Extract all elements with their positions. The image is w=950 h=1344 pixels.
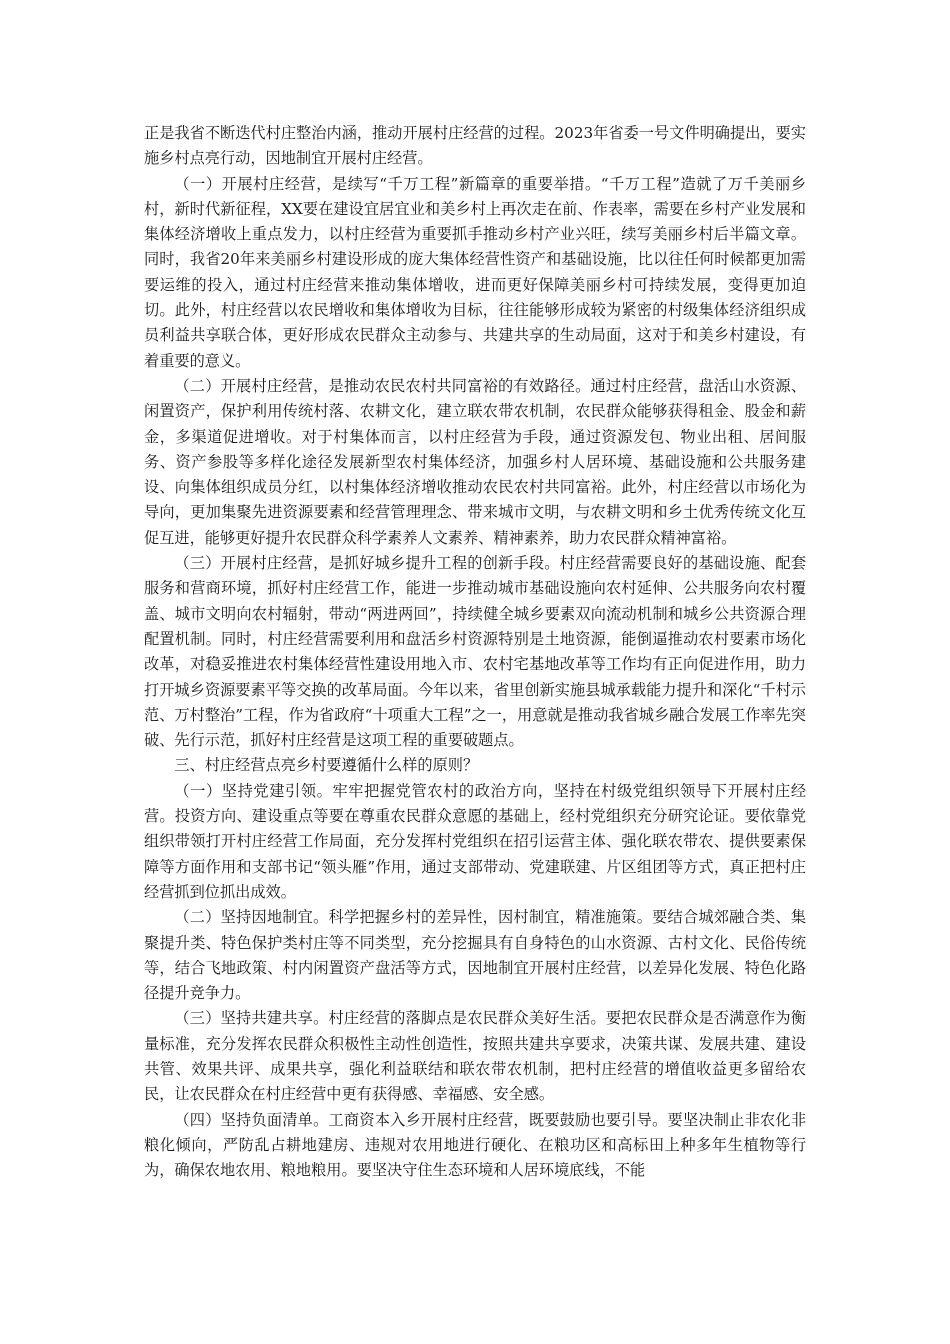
paragraph-continuation: 正是我省不断迭代村庄整治内涵，推动开展村庄经营的过程。2023年省委一号文件明确提出，要实施乡村点亮行动，因地制宜开展村庄经营。: [144, 124, 806, 168]
paragraph-principle-1: （一）坚持党建引领。牢牢把握党管农村的政治方向，坚持在村级党组织领导下开展村庄经营。投资方向、建设重点等要在尊重农民群众意愿的基础上，经村党组织充分研究论证。要依靠党组织带领打开村庄经营工作局面，充分发挥村党组织在招引运营主体、强化联农带农、提供要素保障等方面作用和支部书记“领头雁”作用，通过支部带动、党建联建、片区组团等方式，真正把村庄经营抓到位抓出成效。: [144, 781, 806, 901]
paragraph-section-2: （二）开展村庄经营，是推动农民农村共同富裕的有效路径。通过村庄经营，盘活山水资源、闲置资产，保护利用传统村落、农耕文化，建立联农带农机制，农民群众能够获得租金、股金和薪金，多渠道促进增收。对于村集体而言，以村庄经营为手段，通过资源发包、物业出租、居间服务、资产参股等多样化途径发展新型农村集体经济，加强乡村人居环境、基础设施和公共服务建设、向集体组织成员分红，以村集体经济增收推动农民农村共同富裕。此外，村庄经营以市场化为导向，更加集聚先进资源要素和经营管理理念、带来城市文明，与农耕文明和乡土优秀传统文化互促互进，能够更好提升农民群众科学素养人文素养、精神素养，助力农民群众精神富裕。: [144, 376, 806, 547]
paragraph-principle-2: （二）坚持因地制宜。科学把握乡村的差异性，因村制宜，精准施策。要结合城郊融合类、集聚提升类、特色保护类村庄等不同类型，充分挖掘具有自身特色的山水资源、古村文化、民俗传统等，结合飞地政策、村内闲置资产盘活等方式，因地制宜开展村庄经营，以差异化发展、特色化路径提升竞争力。: [144, 908, 806, 1003]
paragraph-section-3: （三）开展村庄经营，是抓好城乡提升工程的创新手段。村庄经营需要良好的基础设施、配套服务和营商环境，抓好村庄经营工作，能进一步推动城市基础设施向农村延伸、公共服务向农村覆盖、城市文明向农村辐射，带动“两进两回”，持续健全城乡要素双向流动机制和城乡公共资源合理配置机制。同时，村庄经营需要利用和盘活乡村资源特别是土地资源，能倒逼推动农村要素市场化改革，对稳妥推进农村集体经营性建设用地入市、农村宅基地改革等工作均有正向促进作用，助力打开城乡资源要素平等交换的改革局面。今年以来，省里创新实施县城承载能力提升和深化“千村示范、万村整治”工程，作为省政府“十项重大工程”之一，用意就是推动我省城乡融合发展工作率先突破、先行示范，抓好村庄经营是这项工程的重要破题点。: [144, 554, 806, 750]
paragraph-section-1: （一）开展村庄经营，是续写“千万工程”新篇章的重要举措。“千万工程”造就了万千美丽乡村，新时代新征程，XX要在建设宜居宜业和美乡村上再次走在前、作表率，需要在乡村产业发展和集体经济增收上重点发力，以村庄经营为重要抓手推动乡村产业兴旺，续写美丽乡村后半篇文章。同时，我省20年来美丽乡村建设形成的庞大集体经营性资产和基础设施，比以往任何时候都更加需要运维的投入，通过村庄经营来推动集体增收，进而更好保障美丽乡村可持续发展，变得更加迫切。此外，村庄经营以农民增收和集体增收为目标，往往能够形成较为紧密的村级集体经济组织成员利益共享联合体，更好形成农民群众主动参与、共建共享的生动局面，这对于和美乡村建设，有着重要的意义。: [144, 174, 806, 370]
paragraph-principle-4: （四）坚持负面清单。工商资本入乡开展村庄经营，既要鼓励也要引导。要坚决制止非农化非粮化倾向，严防乱占耕地建房、违规对农用地进行硬化、在粮功区和高标田上种多年生植物等行为，确保农地农用、粮地粮用。要坚决守住生态环境和人居环境底线，不能: [144, 1110, 806, 1180]
paragraph-principle-3: （三）坚持共建共享。村庄经营的落脚点是农民群众美好生活。要把农民群众是否满意作为衡量标准，充分发挥农民群众积极性主动性创造性，按照共建共享要求，决策共谋、发展共建、建设共管、效果共评、成果共享，强化利益联结和联农带农机制，把村庄经营的增值收益更多留给农民，让农民群众在村庄经营中更有获得感、幸福感、安全感。: [144, 1009, 806, 1104]
document-body: [144, 121, 806, 1183]
section-heading-principles: 三、村庄经营点亮乡村要遵循什么样的原则？: [174, 756, 479, 775]
